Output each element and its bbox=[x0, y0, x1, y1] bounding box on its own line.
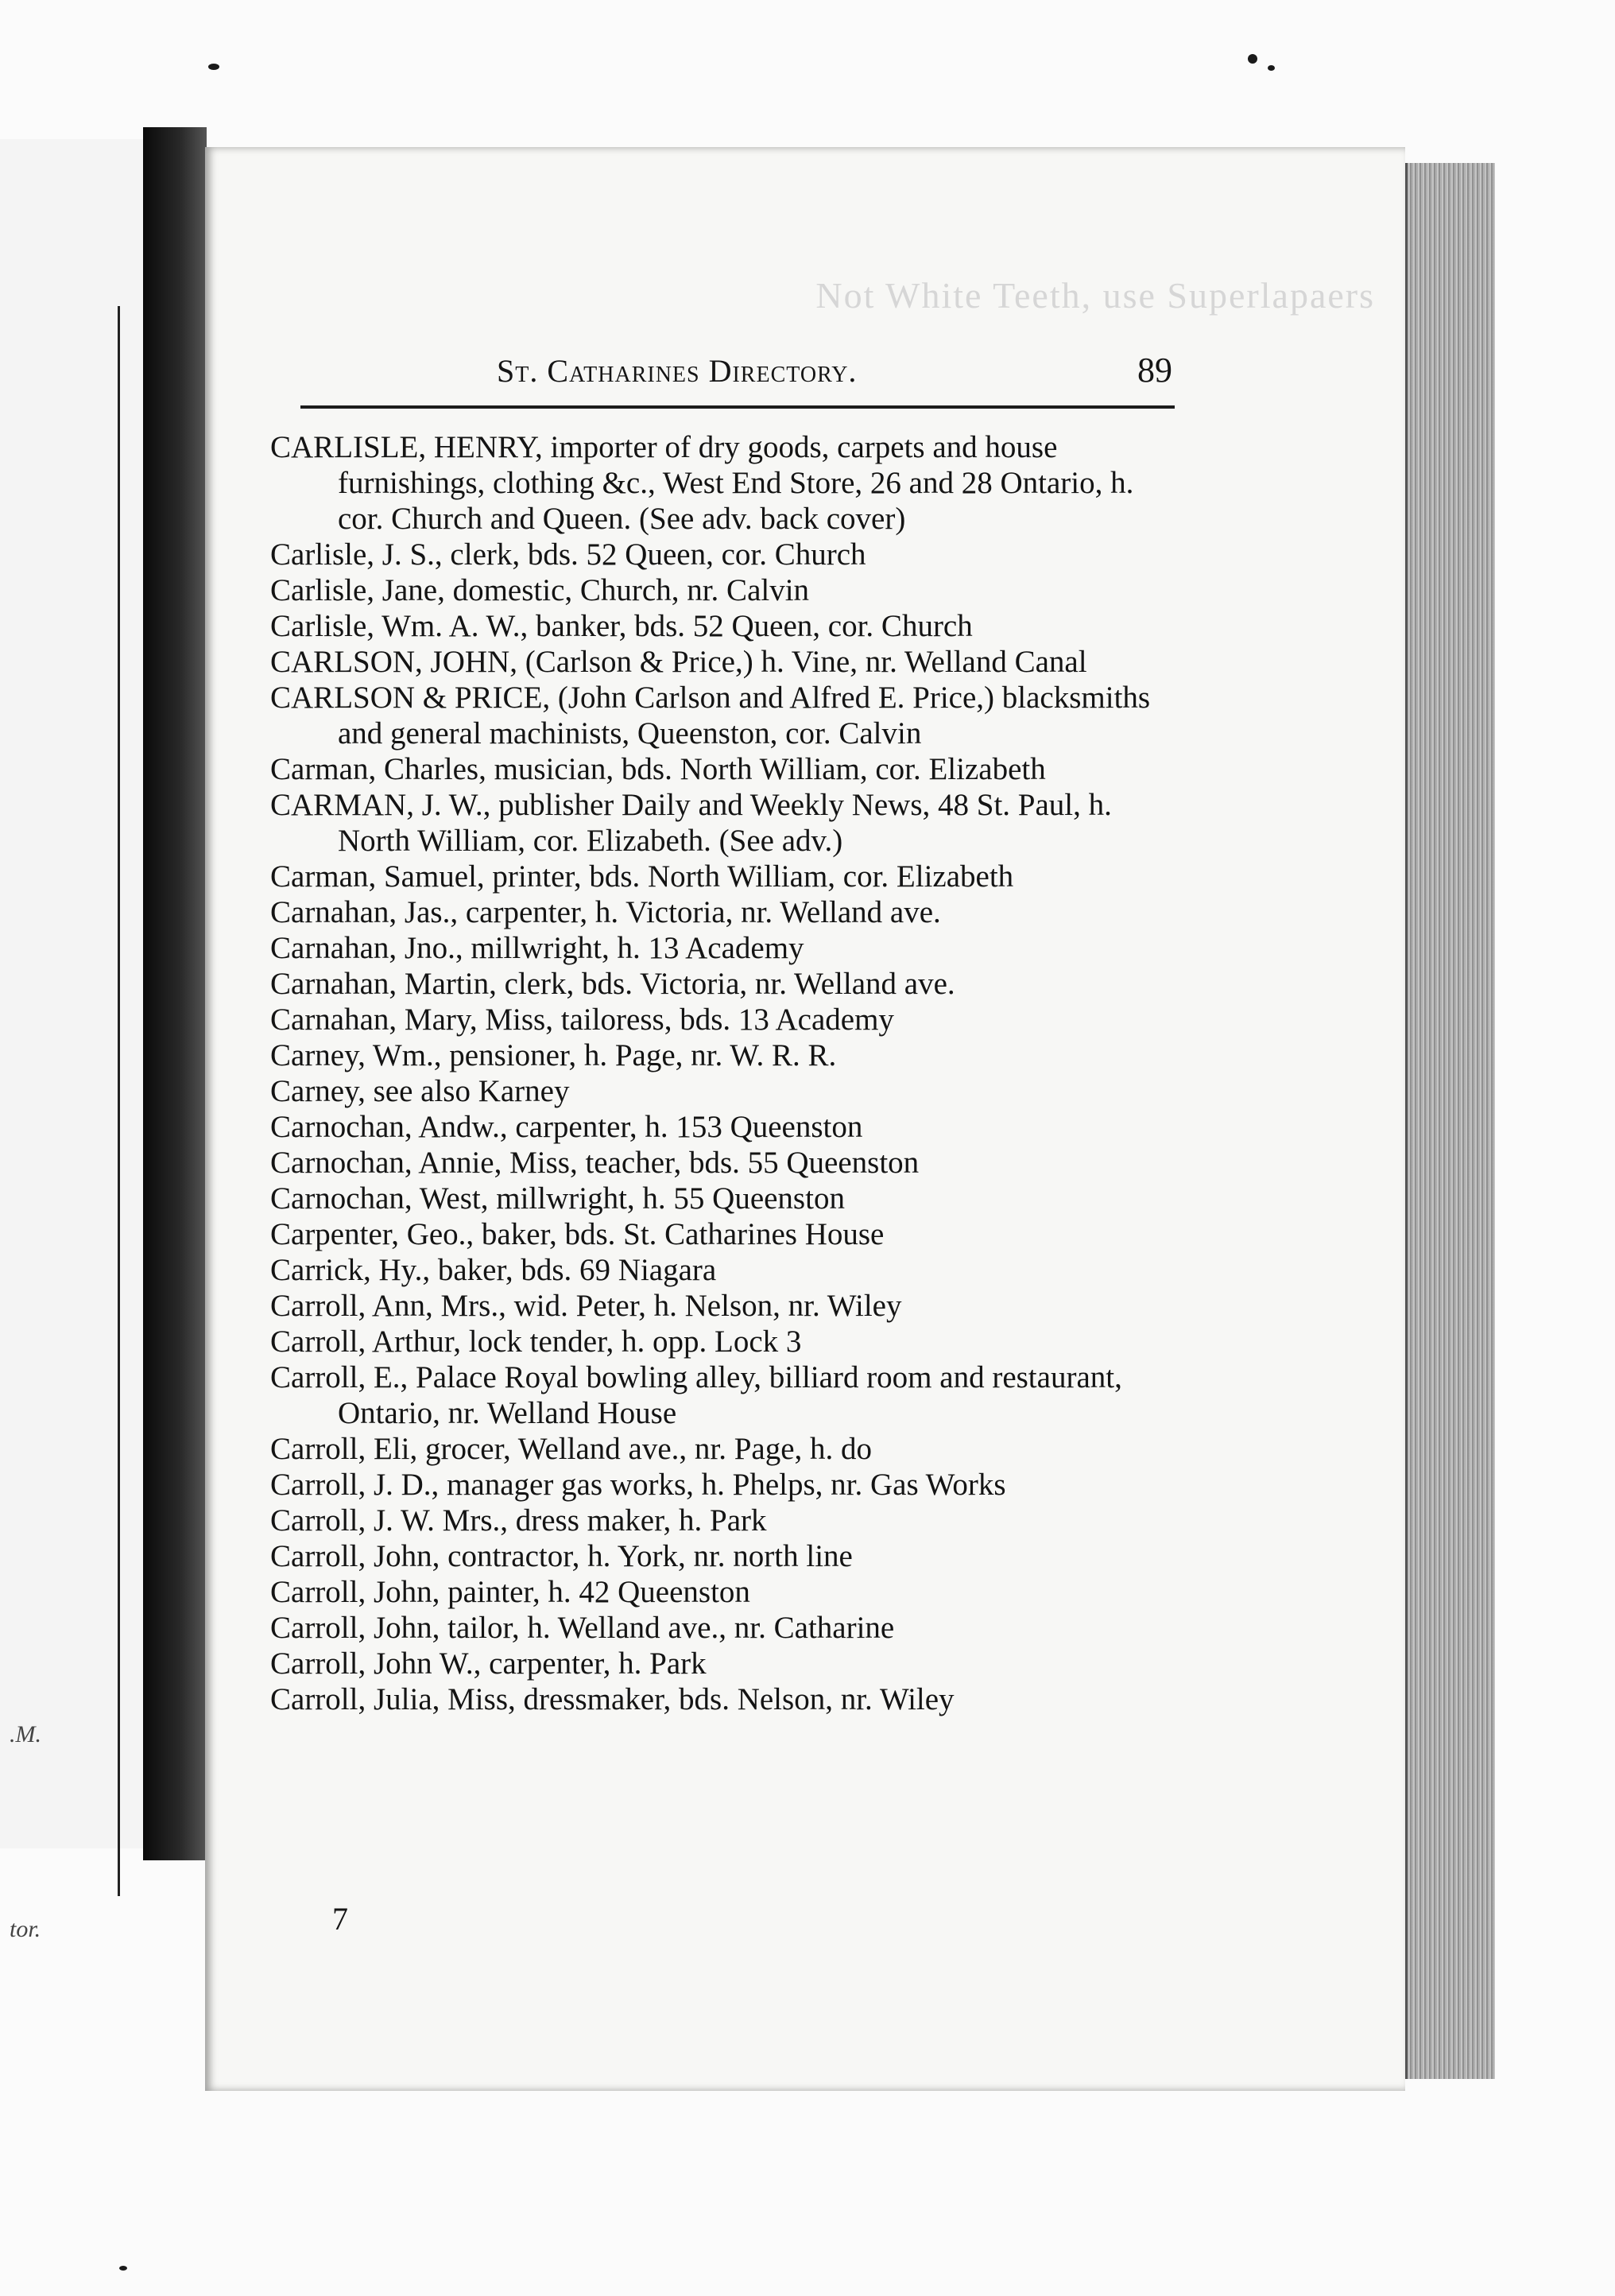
directory-entry: Carroll, John, tailor, h. Welland ave., nr. Catharine bbox=[270, 1611, 895, 1645]
header-rule bbox=[300, 405, 1175, 409]
bleed-through-text: Not White Teeth, use Superlapaers bbox=[815, 275, 1375, 316]
left-page-fragment bbox=[0, 139, 145, 1942]
directory-entry: Carnahan, Mary, Miss, tailoress, bds. 13 Academy bbox=[270, 1003, 894, 1037]
directory-entry: Carlisle, Wm. A. W., banker, bds. 52 Queen, cor. Church bbox=[270, 609, 973, 643]
directory-entry: Carroll, Arthur, lock tender, h. opp. Lock 3 bbox=[270, 1324, 802, 1359]
directory-entry: Carman, Samuel, printer, bds. North William, cor. Elizabeth bbox=[270, 859, 1014, 894]
directory-entry: Carroll, John W., carpenter, h. Park bbox=[270, 1646, 707, 1681]
directory-entry: Carrick, Hy., baker, bds. 69 Niagara bbox=[270, 1253, 717, 1287]
page-title: St. Catharines Directory. bbox=[497, 353, 858, 389]
page-number: 89 bbox=[1137, 351, 1172, 390]
directory-entry: Carroll, Ann, Mrs., wid. Peter, h. Nelson, nr. Wiley bbox=[270, 1289, 902, 1323]
page-edges bbox=[1405, 163, 1495, 2079]
book-gutter bbox=[143, 127, 207, 1860]
dust-speck bbox=[208, 64, 219, 70]
left-page-text: .M. bbox=[10, 1721, 41, 1747]
dust-speck bbox=[1268, 65, 1275, 71]
directory-entry: CARLISLE, HENRY, importer of dry goods, carpets and house furnishings, clothing &c., West End Store, 26 and 28 Ontario, h. cor. Church and Queen. (See adv. back cover) bbox=[270, 430, 1134, 536]
directory-entry: Carroll, E., Palace Royal bowling alley, billiard room and restaurant, Ontario, nr. Welland House bbox=[270, 1360, 1122, 1430]
directory-entry: Carnochan, Andw., carpenter, h. 153 Queenston bbox=[270, 1110, 863, 1144]
directory-entry: Carpenter, Geo., baker, bds. St. Catharines House bbox=[270, 1217, 885, 1251]
directory-entry: Carnahan, Jno., millwright, h. 13 Academy bbox=[270, 931, 804, 965]
directory-entry: Carroll, Julia, Miss, dressmaker, bds. Nelson, nr. Wiley bbox=[270, 1682, 955, 1716]
left-page-border bbox=[0, 306, 120, 1896]
signature-mark: 7 bbox=[332, 1901, 348, 1937]
directory-entry: Carroll, John, painter, h. 42 Queenston bbox=[270, 1575, 750, 1609]
directory-entry: CARLSON, JOHN, (Carlson & Price,) h. Vine, nr. Welland Canal bbox=[270, 645, 1087, 679]
directory-entry: Carroll, John, contractor, h. York, nr. north line bbox=[270, 1539, 853, 1573]
directory-entry: Carnochan, Annie, Miss, teacher, bds. 55 Queenston bbox=[270, 1146, 920, 1180]
dust-speck bbox=[1248, 54, 1257, 64]
directory-entry: Carlisle, J. S., clerk, bds. 52 Queen, cor. Church bbox=[270, 537, 866, 572]
directory-entry: Carroll, J. W. Mrs., dress maker, h. Park bbox=[270, 1503, 767, 1538]
directory-entry: Carroll, J. D., manager gas works, h. Phelps, nr. Gas Works bbox=[270, 1468, 1006, 1502]
directory-cross-reference: Carney, see also Karney bbox=[270, 1074, 570, 1108]
directory-entry: Carnahan, Jas., carpenter, h. Victoria, nr. Welland ave. bbox=[270, 895, 941, 929]
directory-entry: Carnahan, Martin, clerk, bds. Victoria, nr. Welland ave. bbox=[270, 967, 955, 1001]
directory-entry: Carlisle, Jane, domestic, Church, nr. Calvin bbox=[270, 573, 810, 607]
running-header bbox=[302, 350, 1172, 390]
directory-entry: Carney, Wm., pensioner, h. Page, nr. W. R. R. bbox=[270, 1038, 837, 1072]
directory-entry: Carroll, Eli, grocer, Welland ave., nr. Page, h. do bbox=[270, 1432, 873, 1466]
directory-entry: CARLSON & PRICE, (John Carlson and Alfred E. Price,) blacksmiths and general machinists, Queenston, cor. Calvin bbox=[270, 681, 1151, 750]
directory-entry: CARMAN, J. W., publisher Daily and Weekly News, 48 St. Paul, h. North William, cor. Elizabeth. (See adv.) bbox=[270, 788, 1112, 858]
left-page-text: tor. bbox=[10, 1916, 41, 1942]
directory-entry: Carman, Charles, musician, bds. North William, cor. Elizabeth bbox=[270, 752, 1046, 786]
directory-entries bbox=[270, 429, 1176, 1717]
directory-entry: Carnochan, West, millwright, h. 55 Queenston bbox=[270, 1181, 845, 1216]
dust-speck bbox=[119, 2266, 127, 2271]
